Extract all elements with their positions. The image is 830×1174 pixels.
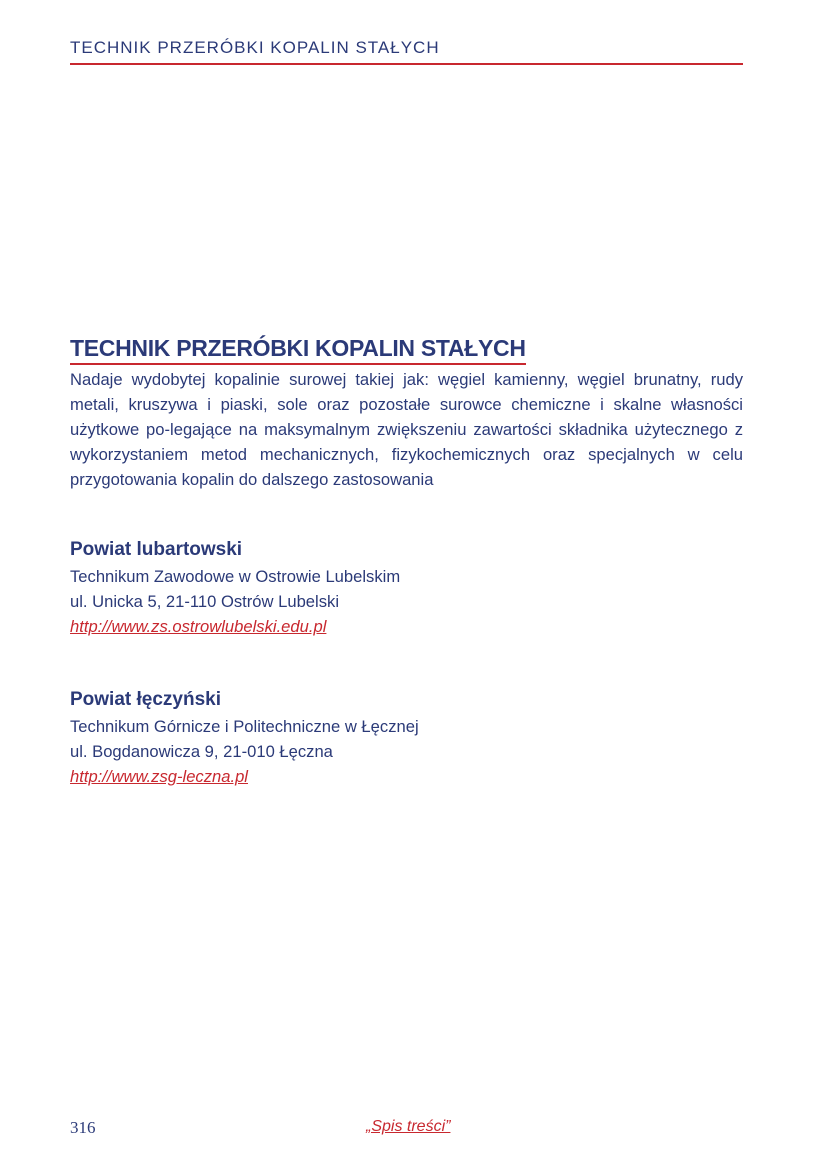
school-website-link[interactable]: http://www.zs.ostrowlubelski.edu.pl (70, 617, 327, 636)
section-description: Nadaje wydobytej kopalinie surowej takiej jak: węgiel kamienny, węgiel brunatny, rudy metali, kruszywa i piaski, sole oraz pozostałe surowce chemiczne i skalne własności użytkowe po-legające na maksymalnym zwiększeniu zawartości składnika użytecznego z wykorzystaniem metod mechanicznych, fizykochemicznych oraz specjalnych w celu przygotowania kopalin do dalszego zastosowania (70, 370, 743, 489)
district-block (70, 686, 743, 789)
school-address: ul. Unicka 5, 21-110 Ostrów Lubelski (70, 592, 340, 611)
school-address: ul. Bogdanowicza 9, 21-010 Łęczna (70, 742, 333, 761)
district-block (70, 536, 743, 639)
running-header-title: TECHNIK PRZERÓBKI KOPALIN STAŁYCH (70, 38, 440, 57)
section-title: TECHNIK PRZERÓBKI KOPALIN STAŁYCH (70, 333, 526, 365)
district-name: Powiat łęczyński (70, 689, 222, 710)
school-name: Technikum Zawodowe w Ostrowie Lubelskim (70, 567, 401, 586)
occupation-section (70, 333, 743, 492)
school-name: Technikum Górnicze i Politechniczne w Łęcznej (70, 717, 419, 736)
page-number: 316 (70, 1118, 96, 1137)
district-name: Powiat lubartowski (70, 539, 243, 560)
header-divider (70, 63, 743, 65)
school-website-link[interactable]: http://www.zsg-leczna.pl (70, 767, 248, 786)
table-of-contents-link[interactable]: „Spis treści” (366, 1118, 451, 1135)
